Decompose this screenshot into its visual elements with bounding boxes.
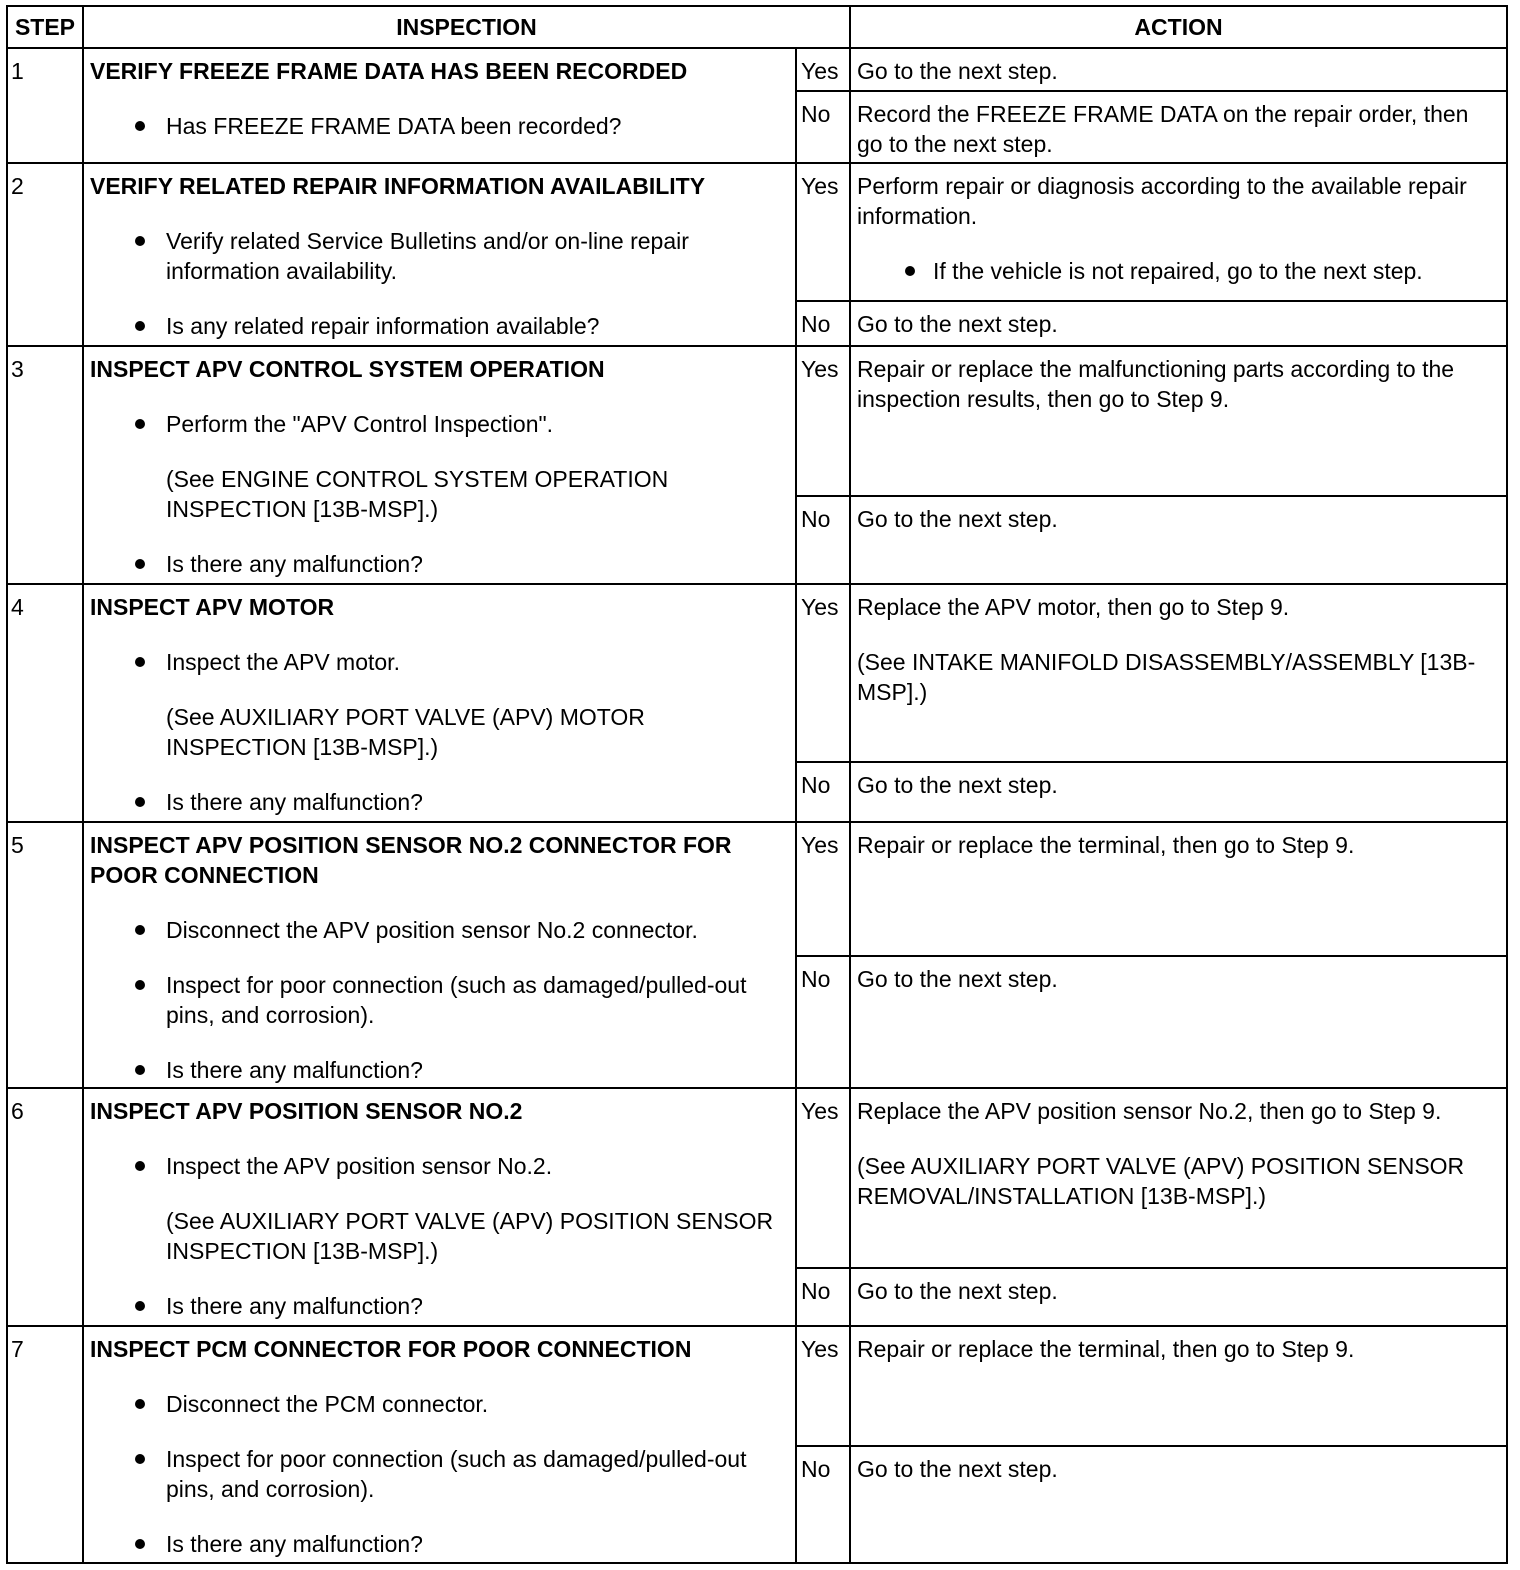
no-action (850, 1268, 1507, 1326)
inspection-title: INSPECT APV POSITION SENSOR NO.2 (90, 1098, 523, 1124)
step-number: 1 (7, 48, 83, 163)
inspection-cell (83, 346, 796, 584)
inspection-bullet: Perform the "APV Control Inspection". (90, 409, 787, 439)
yes-label: Yes (796, 163, 850, 301)
inspection-bullet: Is there any malfunction? (90, 787, 787, 817)
no-label: No (796, 301, 850, 346)
inspection-bullet: Is there any malfunction? (90, 1529, 787, 1559)
inspection-cell (83, 584, 796, 822)
inspection-cell (83, 1088, 796, 1326)
header-step: STEP (7, 6, 83, 48)
no-action (850, 762, 1507, 822)
inspection-bullet: Is there any malfunction? (90, 549, 787, 579)
inspection-reference-note: (See AUXILIARY PORT VALVE (APV) MOTOR INSPECTION [13B-MSP].) (166, 704, 645, 760)
no-action-text: Go to the next step. (857, 772, 1058, 798)
step-row-yes (7, 1326, 1507, 1446)
no-action-text: Go to the next step. (857, 311, 1058, 337)
inspection-title: INSPECT APV MOTOR (90, 594, 335, 620)
yes-action-text: Replace the APV position sensor No.2, then go to Step 9. (857, 1098, 1442, 1124)
action-reference-note: (See AUXILIARY PORT VALVE (APV) POSITION SENSOR REMOVAL/INSTALLATION [13B-MSP].) (857, 1153, 1465, 1209)
inspection-bullet: Disconnect the PCM connector. (90, 1389, 787, 1419)
inspection-cell (83, 163, 796, 346)
yes-action-text: Repair or replace the terminal, then go to Step 9. (857, 832, 1355, 858)
no-action-text: Go to the next step. (857, 506, 1058, 532)
inspection-reference-note: (See ENGINE CONTROL SYSTEM OPERATION INSPECTION [13B-MSP].) (166, 466, 669, 522)
inspection-bullet: Is any related repair information available? (90, 311, 787, 341)
yes-action-text: Perform repair or diagnosis according to the available repair information. (857, 173, 1467, 229)
yes-action (850, 1326, 1507, 1446)
yes-action-text: Replace the APV motor, then go to Step 9. (857, 594, 1290, 620)
inspection-bullet: Inspect the APV motor. (90, 647, 787, 677)
yes-label: Yes (796, 1326, 850, 1446)
inspection-title: VERIFY RELATED REPAIR INFORMATION AVAILABILITY (90, 173, 706, 199)
step-row-yes (7, 163, 1507, 301)
no-action (850, 301, 1507, 346)
step-row-yes (7, 822, 1507, 956)
inspection-cell (83, 822, 796, 1088)
inspection-title: VERIFY FREEZE FRAME DATA HAS BEEN RECORDED (90, 58, 688, 84)
inspection-title: INSPECT PCM CONNECTOR FOR POOR CONNECTION (90, 1336, 692, 1362)
yes-action-text: Repair or replace the terminal, then go to Step 9. (857, 1336, 1355, 1362)
yes-action-text: Repair or replace the malfunctioning parts according to the inspection results, then go to Step 9. (857, 356, 1455, 412)
no-action (850, 91, 1507, 163)
diagnostic-procedure-table (6, 5, 1508, 1564)
yes-label: Yes (796, 822, 850, 956)
yes-label: Yes (796, 1088, 850, 1268)
header-inspection: INSPECTION (83, 6, 850, 48)
no-label: No (796, 496, 850, 584)
yes-action (850, 346, 1507, 496)
action-bullet: If the vehicle is not repaired, go to the next step. (857, 256, 1500, 286)
yes-label: Yes (796, 584, 850, 762)
inspection-cell (83, 1326, 796, 1563)
inspection-bullet: Is there any malfunction? (90, 1055, 787, 1085)
inspection-title: INSPECT APV CONTROL SYSTEM OPERATION (90, 356, 605, 382)
step-number: 3 (7, 346, 83, 584)
yes-action (850, 48, 1507, 91)
inspection-cell (83, 48, 796, 163)
inspection-bullet: Is there any malfunction? (90, 1291, 787, 1321)
step-number: 2 (7, 163, 83, 346)
inspection-bullet: Disconnect the APV position sensor No.2 connector. (90, 915, 787, 945)
inspection-bullet: Has FREEZE FRAME DATA been recorded? (90, 111, 787, 141)
step-row-yes (7, 1088, 1507, 1268)
no-action-text: Go to the next step. (857, 966, 1058, 992)
yes-action (850, 1088, 1507, 1268)
no-label: No (796, 956, 850, 1088)
no-action-text: Record the FREEZE FRAME DATA on the repair order, then go to the next step. (857, 101, 1469, 157)
step-row-yes (7, 346, 1507, 496)
no-label: No (796, 1446, 850, 1563)
yes-action-text: Go to the next step. (857, 58, 1058, 84)
no-action (850, 1446, 1507, 1563)
step-row-yes (7, 48, 1507, 91)
action-reference-note: (See INTAKE MANIFOLD DISASSEMBLY/ASSEMBLY [13B-MSP].) (857, 649, 1476, 705)
step-number: 4 (7, 584, 83, 822)
yes-label: Yes (796, 346, 850, 496)
no-label: No (796, 1268, 850, 1326)
inspection-title: INSPECT APV POSITION SENSOR NO.2 CONNECTOR FOR POOR CONNECTION (90, 832, 732, 888)
yes-action (850, 584, 1507, 762)
inspection-bullet: Inspect for poor connection (such as damaged/pulled-out pins, and corrosion). (90, 970, 787, 1030)
header-action: ACTION (850, 6, 1507, 48)
no-label: No (796, 91, 850, 163)
header-row (7, 6, 1507, 48)
yes-action (850, 163, 1507, 301)
no-action-text: Go to the next step. (857, 1456, 1058, 1482)
no-action-text: Go to the next step. (857, 1278, 1058, 1304)
yes-action (850, 822, 1507, 956)
no-label: No (796, 762, 850, 822)
step-number: 7 (7, 1326, 83, 1563)
no-action (850, 496, 1507, 584)
inspection-bullet: Inspect the APV position sensor No.2. (90, 1151, 787, 1181)
inspection-reference-note: (See AUXILIARY PORT VALVE (APV) POSITION SENSOR INSPECTION [13B-MSP].) (166, 1208, 774, 1264)
yes-label: Yes (796, 48, 850, 91)
no-action (850, 956, 1507, 1088)
step-row-yes (7, 584, 1507, 762)
inspection-bullet: Inspect for poor connection (such as damaged/pulled-out pins, and corrosion). (90, 1444, 787, 1504)
inspection-bullet: Verify related Service Bulletins and/or on-line repair information availability. (90, 226, 787, 286)
step-number: 6 (7, 1088, 83, 1326)
step-number: 5 (7, 822, 83, 1088)
